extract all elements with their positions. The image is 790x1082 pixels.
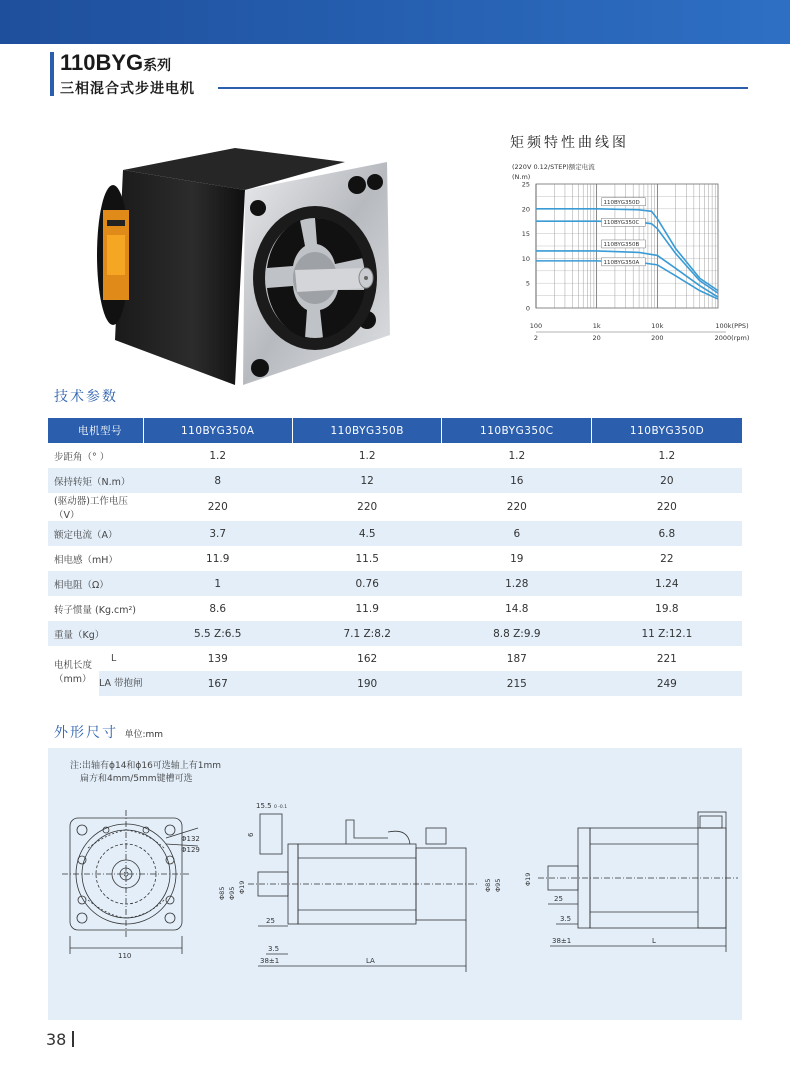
length-value: 221 [656, 652, 677, 665]
x-tick-label-rpm: 2 [533, 334, 539, 342]
y-tick-label: 20 [521, 205, 530, 214]
spec-row [48, 468, 742, 493]
spec-value: 220 [506, 501, 527, 513]
specs-header-row [48, 418, 742, 443]
length-label-1: 电机长度 [54, 660, 93, 671]
label-d132: Φ132 [181, 835, 200, 843]
spec-row [48, 493, 742, 521]
label-d85-b: Φ85 [484, 878, 492, 892]
side-view-brake-drawing [218, 802, 478, 972]
series-label: 110BYG350A [603, 259, 640, 266]
header-cell: 110BYG350C [442, 418, 592, 443]
x-tick-label-pps: 100k(PPS) [715, 322, 749, 330]
spec-value: 4.5 [292, 521, 441, 546]
chart-title: 矩频特性曲线图 [510, 135, 629, 151]
x-tick-label-rpm: 20 [592, 334, 601, 342]
label-d19-b: Φ19 [524, 872, 532, 886]
spec-value: 8 [143, 468, 292, 493]
label-key-tol: 0 -0.1 [274, 805, 288, 810]
specs-heading: 技术参数 [54, 389, 118, 405]
x-tick-label-rpm: 200 [651, 334, 664, 342]
spec-row [48, 621, 742, 646]
spec-value: 1.28 [442, 571, 592, 596]
y-tick-label: 5 [525, 279, 530, 288]
length-value: 162 [357, 652, 378, 665]
dimensions-heading: 外形尺寸 单位:mm [54, 725, 164, 741]
x-tick-label-pps: 10k [651, 322, 664, 330]
front-view-drawing [62, 810, 200, 960]
label-d129: Φ129 [181, 846, 200, 854]
spec-value: 14.8 [505, 602, 529, 615]
label-d85: Φ85 [218, 886, 226, 900]
label-la: LA [366, 957, 375, 965]
length-value: 215 [442, 671, 592, 696]
spec-label: 重量（Kg） [48, 621, 143, 646]
spec-value: 1.2 [358, 449, 376, 462]
series-title: 110BYG系列 [60, 50, 172, 75]
spec-value: 1.2 [508, 449, 526, 462]
top-banner [0, 0, 790, 44]
length-row [48, 646, 742, 671]
spec-row [48, 571, 742, 596]
header-cell: 电机型号 [48, 418, 143, 443]
series-subtitle: 三相混合式步进电机 [60, 81, 195, 97]
spec-label: 步距角（° ） [54, 451, 110, 463]
spec-value: 5.5 Z:6.5 [143, 621, 292, 646]
y-tick-label: 0 [525, 304, 530, 313]
label-d95-b: Φ95 [494, 878, 502, 892]
spec-value: 19 [510, 552, 524, 565]
label-l: L [652, 937, 656, 945]
x-tick-label-pps: 1k [592, 322, 601, 330]
label-d19: Φ19 [238, 880, 246, 894]
series-suffix: 系列 [143, 57, 172, 73]
spec-value: 1 [143, 571, 292, 596]
series-label: 110BYG350B [603, 241, 640, 248]
y-tick-label: 15 [521, 230, 530, 239]
length-value: 187 [506, 652, 527, 665]
title-accent-bar [50, 52, 54, 96]
spec-value: 22 [660, 552, 674, 565]
spec-label: 转子惯量 (Kg.cm²) [54, 604, 136, 616]
spec-value: 1.24 [592, 571, 742, 596]
page-number: 38 [46, 1030, 74, 1049]
length-value: 249 [592, 671, 742, 696]
spec-value: 20 [592, 468, 742, 493]
dimension-drawings [48, 748, 742, 1020]
header-cell: 110BYG350B [292, 418, 441, 443]
torque-frequency-chart [506, 158, 754, 346]
y-tick-label: 10 [521, 254, 530, 263]
spec-value: 1.2 [209, 449, 227, 462]
x-tick-label-pps: 100 [529, 322, 543, 330]
specs-table [48, 418, 742, 696]
chart-condition: (220V 0.12/STEP)额定电流 [512, 163, 595, 171]
length-sub: LA 带抱闸 [99, 671, 144, 696]
spec-value: 220 [207, 501, 228, 513]
dimensions-unit: 单位:mm [124, 730, 164, 740]
label-len38: 38±1 [260, 957, 280, 965]
header-cell: 110BYG350D [592, 418, 742, 443]
spec-label: 相电感（mH） [54, 554, 118, 566]
label-w110: 110 [118, 952, 132, 960]
spec-label: 相电阻（Ω） [48, 571, 143, 596]
spec-label: 额定电流（A） [48, 521, 143, 546]
spec-value: 0.76 [292, 571, 441, 596]
series-label: 110BYG350D [603, 199, 640, 206]
length-row [48, 671, 742, 696]
label-d6: 6 [247, 832, 255, 837]
spec-value: 11 Z:12.1 [592, 621, 742, 646]
label-len25: 25 [266, 917, 275, 925]
spec-value: 220 [656, 501, 677, 513]
label-d95: Φ95 [228, 886, 236, 900]
label-len35: 3.5 [268, 945, 280, 953]
spec-value: 6 [442, 521, 592, 546]
spec-value: 16 [442, 468, 592, 493]
spec-value: 3.7 [143, 521, 292, 546]
length-label [48, 646, 143, 696]
spec-value: 11.9 [355, 602, 379, 615]
spec-value: 19.8 [655, 602, 679, 615]
spec-value: 7.1 Z:8.2 [292, 621, 441, 646]
length-label-2: （mm） [54, 674, 92, 685]
spec-value: 220 [357, 501, 378, 513]
spec-label: 保持转矩（N.m） [48, 468, 143, 493]
spec-row [48, 596, 742, 621]
spec-value: 11.9 [206, 552, 230, 565]
side-view-standard-drawing [484, 812, 738, 952]
length-value: 167 [143, 671, 292, 696]
label-len25-b: 25 [554, 895, 563, 903]
title-rule [218, 87, 748, 89]
label-key: 15.5 [256, 802, 272, 810]
spec-row [48, 546, 742, 571]
motor-photo [95, 140, 395, 390]
length-value: 190 [292, 671, 441, 696]
note-line-2: 扁方和4mm/5mm键槽可选 [80, 774, 193, 784]
label-len35-b: 3.5 [560, 915, 572, 923]
note-line-1: 注:出轴有ϕ14和ϕ16可选轴上有1mm [70, 761, 222, 771]
spec-value: 6.8 [592, 521, 742, 546]
series-label: 110BYG350C [603, 220, 640, 227]
header-cell: 110BYG350A [143, 418, 292, 443]
spec-value: 8.6 [209, 602, 227, 615]
spec-value: 1.2 [658, 449, 676, 462]
length-value: 139 [207, 652, 228, 665]
x-tick-label-rpm: 2000(rpm) [714, 334, 750, 342]
length-sub: L [111, 653, 117, 664]
spec-value: 8.8 Z:9.9 [442, 621, 592, 646]
spec-value: 11.5 [355, 552, 379, 565]
spec-value: 12 [292, 468, 441, 493]
chart-unit: (N.m) [512, 173, 531, 181]
label-len38-b: 38±1 [552, 937, 572, 945]
y-tick-label: 25 [521, 180, 530, 189]
spec-row [48, 443, 742, 468]
spec-label: (驱动器)工作电压（V） [54, 496, 128, 521]
spec-row [48, 521, 742, 546]
